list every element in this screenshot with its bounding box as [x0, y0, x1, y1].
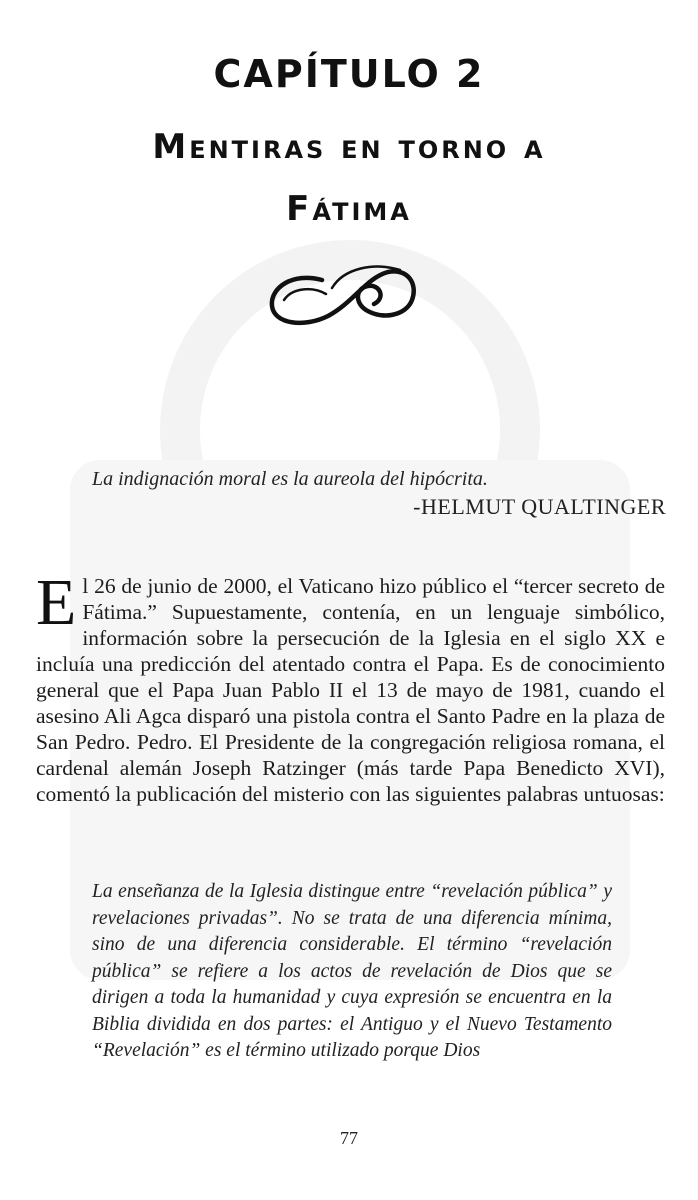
page-number: 77	[340, 1128, 358, 1148]
body-paragraph	[36, 566, 665, 807]
chapter-title-line-2: Fátima	[286, 189, 412, 229]
swirl-ornament-icon	[262, 258, 422, 338]
body-paragraph-text: l 26 de junio de 2000, el Vaticano hizo público el “tercer secreto de Fátima.” Supuestamente, contenía, en un lenguaje simbólico, información sobre la persecución de la Iglesia en el siglo XX e incluía una predicción del atentado contra el Papa. Es de conocimiento general que el Papa Juan Pablo II el 13 de mayo de 1981, cuando el asesino Ali Agca disparó una pistola contra el Santo Padre en la plaza de San Pedro. Pedro. El Presidente de la congregación religiosa romana, el cardenal alemán Joseph Ratzinger (más tarde Papa Benedicto XVI), comentó la publicación del misterio con las siguientes palabras untuosas:	[36, 574, 665, 806]
block-quote: La enseñanza de la Iglesia distingue entre “revelación pública” y revelaciones privadas”. No se trata de una diferencia mínima, sino de una diferencia considerable. El término “revelación pública” se refiere a los actos de revelación de Dios que se dirigen a toda la humanidad y cuya expresión se encuentra en la Biblia dividida en dos partes: el Antiguo y el Nuevo Testamento “Revelación” es el término utilizado porque Dios	[92, 881, 612, 1061]
chapter-title	[60, 116, 638, 240]
epigraph-author: -HELMUT QUALTINGER	[413, 494, 666, 519]
chapter-title-line-1: Mentiras en torno a	[152, 127, 546, 167]
epigraph-quote: La indignación moral es la aureola del hipócrita.	[92, 468, 488, 490]
chapter-label: CAPÍTULO 2	[213, 52, 485, 96]
drop-cap: E	[36, 566, 77, 639]
